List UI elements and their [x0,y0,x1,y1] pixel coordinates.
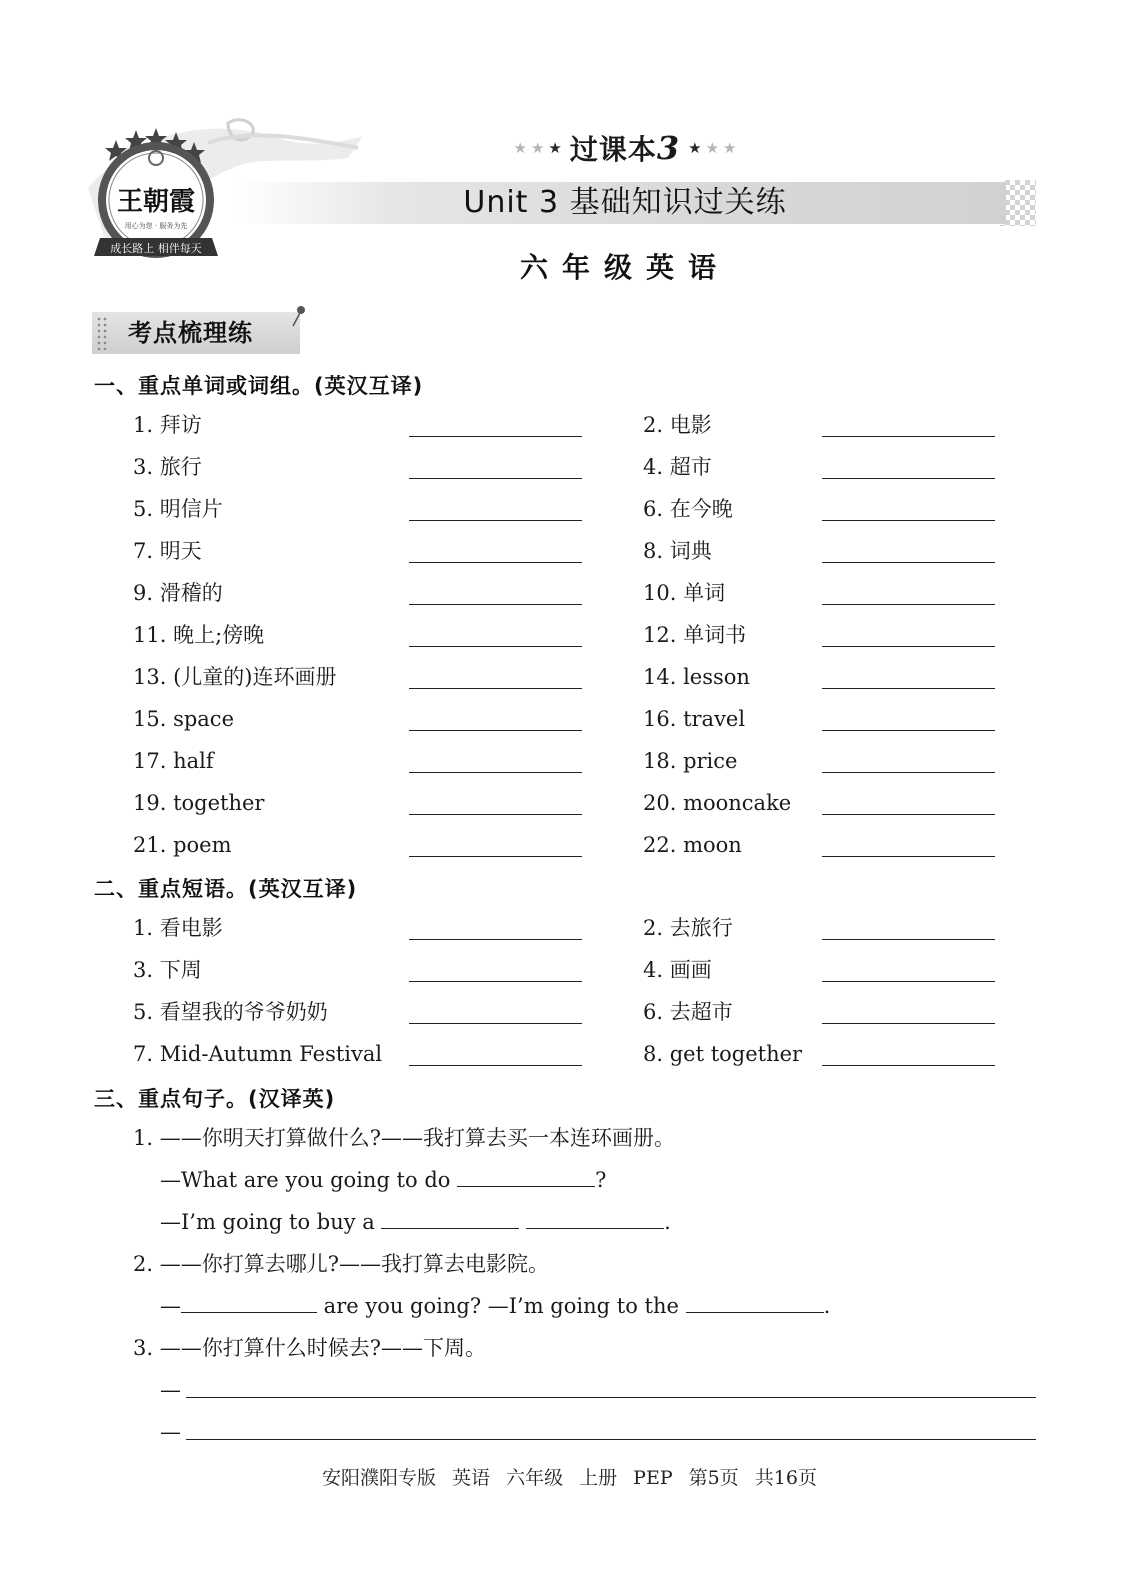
answer-blank[interactable] [686,1293,824,1313]
answer-blank[interactable] [409,646,582,647]
exercise-item: 2. 去旅行 [643,916,733,940]
star-icon: ★ [548,139,562,157]
svg-text:成长路上 相伴每天: 成长路上 相伴每天 [110,242,202,255]
exercise-item: 13. (儿童的)连环画册 [133,665,337,689]
exercise-item: 12. 单词书 [643,623,747,647]
unit-title: Unit 3 基础知识过关练 [463,185,787,220]
answer-blank[interactable] [822,646,995,647]
exercise-item: 4. 超市 [643,455,712,479]
q3-prompt: 3. ——你打算什么时候去?——下周。 [133,1336,486,1360]
section-badge-label: 考点梳理练 [128,318,253,347]
exercise-item: 5. 明信片 [133,497,223,521]
answer-blank[interactable] [409,478,582,479]
q1-answer-line-2: —I’m going to buy a . [160,1210,671,1234]
q2-prompt: 2. ——你打算去哪儿?——我打算去电影院。 [133,1252,549,1276]
exercise-item: 3. 旅行 [133,455,202,479]
exercise-item: 17. half [133,749,214,773]
answer-blank[interactable] [409,1023,582,1024]
part2-heading: 二、重点短语。(英汉互译) [94,877,358,901]
answer-blank[interactable] [526,1209,664,1229]
answer-blank[interactable] [822,856,995,857]
answer-blank[interactable] [409,604,582,605]
exercise-item: 6. 去超市 [643,1000,733,1024]
answer-blank[interactable] [409,856,582,857]
pin-icon [288,304,308,328]
page-footer: 安阳濮阳专版 英语 六年级 上册 PEP 第5页 共16页 [322,1467,817,1489]
answer-blank[interactable] [409,772,582,773]
star-icon: ★ [513,139,527,157]
exercise-item: 19. together [133,791,265,815]
exercise-item: 11. 晚上;傍晚 [133,623,265,647]
answer-blank[interactable] [409,436,582,437]
star-icon: ★ [723,139,737,157]
star-icon: ★ [705,139,720,157]
answer-blank[interactable] [181,1293,317,1313]
svg-text:用心为您 · 服务为先: 用心为您 · 服务为先 [124,222,188,230]
answer-blank[interactable] [822,604,995,605]
answer-blank[interactable] [822,562,995,563]
exercise-item: 20. mooncake [643,791,792,815]
answer-blank[interactable] [409,562,582,563]
answer-line[interactable] [186,1397,1036,1398]
answer-blank[interactable] [409,730,582,731]
exercise-item: 6. 在今晚 [643,497,733,521]
q1-answer-line-1: —What are you going to do ? [160,1168,607,1192]
exercise-item: 7. Mid-Autumn Festival [133,1042,383,1066]
badge-dots-decoration [96,316,108,350]
q2-answer-line: — are you going? —I’m going to the . [160,1294,831,1318]
answer-blank[interactable] [457,1167,595,1187]
svg-text:王朝霞: 王朝霞 [116,187,196,217]
exercise-item: 22. moon [643,833,742,857]
answer-blank[interactable] [822,814,995,815]
answer-blank[interactable] [409,520,582,521]
answer-blank[interactable] [409,939,582,940]
grade-title: 六年级英语 [519,251,730,284]
answer-blank[interactable] [822,772,995,773]
answer-blank[interactable] [822,939,995,940]
answer-blank[interactable] [409,1065,582,1066]
exercise-item: 21. poem [133,833,232,857]
answer-blank[interactable] [409,688,582,689]
answer-line[interactable] [186,1439,1036,1440]
exercise-item: 14. lesson [643,665,750,689]
q1-prompt: 1. ——你明天打算做什么?——我打算去买一本连环画册。 [133,1126,675,1150]
answer-blank[interactable] [822,688,995,689]
part1-heading: 一、重点单词或词组。(英汉互译) [94,374,424,398]
exercise-item: 18. price [643,749,738,773]
exercise-item: 2. 电影 [643,413,712,437]
exercise-item: 3. 下周 [133,958,202,982]
answer-blank[interactable] [822,981,995,982]
answer-blank[interactable] [822,1023,995,1024]
answer-blank[interactable] [409,814,582,815]
exercise-item: 9. 滑稽的 [133,581,223,605]
exercise-item: 7. 明天 [133,539,202,563]
series-label: 过课本3 [569,129,681,167]
answer-blank[interactable] [822,478,995,479]
exercise-item: 4. 画画 [643,958,712,982]
exercise-item: 10. 单词 [643,581,726,605]
exercise-item: 1. 拜访 [133,413,202,437]
answer-blank[interactable] [409,981,582,982]
exercise-item: 15. space [133,707,235,731]
star-icon: ★ [688,139,702,157]
answer-blank[interactable] [822,730,995,731]
exercise-item: 5. 看望我的爷爷奶奶 [133,1000,328,1024]
exercise-item: 8. 词典 [643,539,712,563]
answer-blank[interactable] [381,1209,519,1229]
q3-dash-2: — [160,1420,181,1444]
answer-blank[interactable] [822,436,995,437]
answer-blank[interactable] [822,1065,995,1066]
banner-checker-decoration [1000,180,1036,226]
star-icon: ★ [530,139,545,157]
series-line [500,128,750,168]
exercise-item: 16. travel [643,707,746,731]
exercise-item: 8. get together [643,1042,803,1066]
q3-dash-1: — [160,1378,181,1402]
exercise-item: 1. 看电影 [133,916,223,940]
answer-blank[interactable] [822,520,995,521]
part3-heading: 三、重点句子。(汉译英) [94,1087,336,1111]
